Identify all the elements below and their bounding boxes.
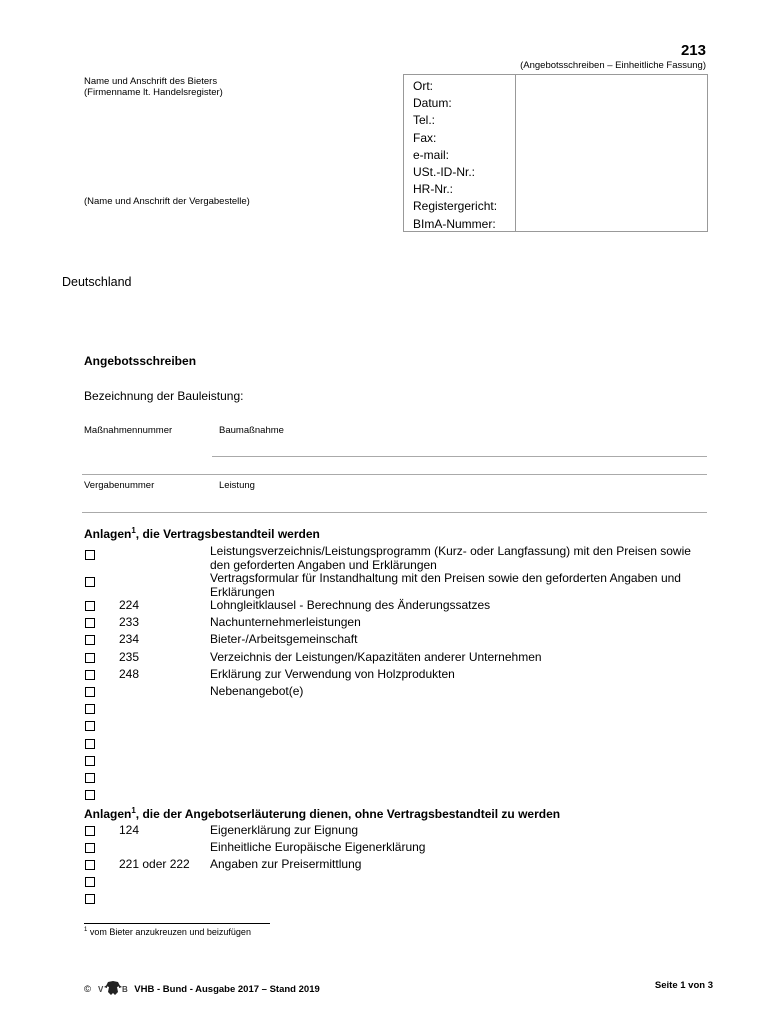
checkbox[interactable] bbox=[85, 687, 95, 697]
item-number: 124 bbox=[119, 823, 140, 837]
section-divider bbox=[82, 474, 707, 475]
anlagen-erlaeuterung-heading bbox=[84, 806, 560, 821]
checkbox[interactable] bbox=[85, 894, 95, 904]
bidder-label-line2: (Firmenname lt. Handelsregister) bbox=[84, 87, 223, 98]
item-text: Vertragsformular für Instandhaltung mit den Preisen sowie den geforderten Angaben und Erklärungen bbox=[210, 571, 681, 599]
checkbox[interactable] bbox=[85, 843, 95, 853]
checkbox[interactable] bbox=[85, 773, 95, 783]
leistung-label: Leistung bbox=[219, 480, 255, 491]
federal-eagle-icon bbox=[98, 980, 128, 999]
info-field-ust-id: USt.-ID-Nr.: bbox=[413, 165, 475, 180]
info-field-labels bbox=[413, 78, 497, 233]
baumassnahme-line bbox=[212, 456, 707, 457]
footer-edition bbox=[84, 980, 320, 999]
svg-text:B: B bbox=[121, 985, 128, 994]
info-field-datum: Datum: bbox=[413, 96, 452, 111]
vergabestelle-label: (Name und Anschrift der Vergabestelle) bbox=[84, 196, 250, 207]
checkbox[interactable] bbox=[85, 670, 95, 680]
checkbox[interactable] bbox=[85, 877, 95, 887]
item-text: Angaben zur Preisermittlung bbox=[210, 857, 362, 871]
massnahmennummer-label: Maßnahmennummer bbox=[84, 425, 173, 436]
checkbox[interactable] bbox=[85, 790, 95, 800]
checkbox[interactable] bbox=[85, 860, 95, 870]
checkbox[interactable] bbox=[85, 826, 95, 836]
bidder-info-box bbox=[403, 74, 708, 232]
item-text: Nebenangebot(e) bbox=[210, 684, 304, 698]
item-number: 235 bbox=[119, 650, 140, 664]
heading-suffix: , die Vertragsbestandteil werden bbox=[135, 527, 320, 541]
bezeichnung-label: Bezeichnung der Bauleistung: bbox=[84, 389, 244, 403]
item-number: 234 bbox=[119, 632, 140, 646]
checkbox[interactable] bbox=[85, 550, 95, 560]
checkbox[interactable] bbox=[85, 721, 95, 731]
bidder-label bbox=[84, 76, 223, 98]
edition-text: VHB - Bund - Ausgabe 2017 – Stand 2019 bbox=[134, 984, 320, 996]
item-text: Einheitliche Europäische Eigenerklärung bbox=[210, 840, 426, 854]
item-text: Verzeichnis der Leistungen/Kapazitäten anderer Unternehmen bbox=[210, 650, 542, 664]
item-text: Leistungsverzeichnis/Leistungsprogramm (Kurz- oder Langfassung) mit den Preisen sowie den geforderten Angaben und Erklärungen bbox=[210, 544, 691, 572]
checkbox[interactable] bbox=[85, 756, 95, 766]
page-title: Angebotsschreiben bbox=[84, 354, 197, 368]
info-field-email: e-mail: bbox=[413, 147, 450, 162]
footnote-number: 1 bbox=[84, 927, 88, 933]
form-subtitle: (Angebotsschreiben – Einheitliche Fassung) bbox=[520, 60, 706, 71]
baumassnahme-label: Baumaßnahme bbox=[219, 425, 284, 436]
bidder-label-line1: Name und Anschrift des Bieters bbox=[84, 76, 218, 87]
footnote-separator bbox=[84, 923, 270, 924]
item-number: 248 bbox=[119, 667, 140, 681]
checkbox[interactable] bbox=[85, 635, 95, 645]
copyright-symbol: © bbox=[84, 984, 91, 996]
anlagen-vertrag-heading bbox=[84, 526, 320, 541]
checkbox[interactable] bbox=[85, 577, 95, 587]
item-text: Eigenerklärung zur Eignung bbox=[210, 823, 359, 837]
info-box-divider bbox=[515, 75, 516, 231]
heading-prefix: Anlagen bbox=[84, 807, 132, 821]
country: Deutschland bbox=[62, 275, 132, 289]
item-number: 224 bbox=[119, 598, 140, 612]
checkbox[interactable] bbox=[85, 739, 95, 749]
checkbox[interactable] bbox=[85, 653, 95, 663]
info-field-ort: Ort: bbox=[413, 79, 433, 93]
info-field-tel: Tel.: bbox=[413, 113, 436, 128]
item-text: Lohngleitklausel - Berechnung des Änderungssatzes bbox=[210, 598, 491, 612]
footnote-ref: 1 bbox=[131, 806, 136, 815]
info-field-registergericht: Registergericht: bbox=[413, 199, 498, 214]
item-text: Nachunternehmerleistungen bbox=[210, 615, 361, 629]
info-field-bima-nummer: BImA-Nummer: bbox=[413, 216, 496, 231]
footnote-ref: 1 bbox=[131, 526, 136, 535]
heading-suffix: , die der Angebotserläuterung dienen, ohne Vertragsbestandteil zu werden bbox=[135, 807, 561, 821]
footnote bbox=[84, 927, 251, 937]
vergabenummer-label: Vergabenummer bbox=[84, 480, 155, 491]
page-number: Seite 1 von 3 bbox=[654, 980, 713, 991]
checkbox[interactable] bbox=[85, 618, 95, 628]
item-text: Erklärung zur Verwendung von Holzprodukten bbox=[210, 667, 455, 681]
info-field-hr-nr: HR-Nr.: bbox=[413, 182, 453, 197]
footnote-text: vom Bieter anzukreuzen und beizufügen bbox=[87, 927, 251, 937]
form-number: 213 bbox=[680, 42, 706, 59]
item-number: 221 oder 222 bbox=[119, 857, 190, 871]
svg-text:V: V bbox=[97, 985, 103, 994]
checkbox[interactable] bbox=[85, 601, 95, 611]
item-number: 233 bbox=[119, 615, 140, 629]
checkbox[interactable] bbox=[85, 704, 95, 714]
leistung-line bbox=[82, 512, 707, 513]
heading-prefix: Anlagen bbox=[84, 527, 132, 541]
info-field-fax: Fax: bbox=[413, 130, 437, 145]
item-text: Bieter-/Arbeitsgemeinschaft bbox=[210, 632, 358, 646]
